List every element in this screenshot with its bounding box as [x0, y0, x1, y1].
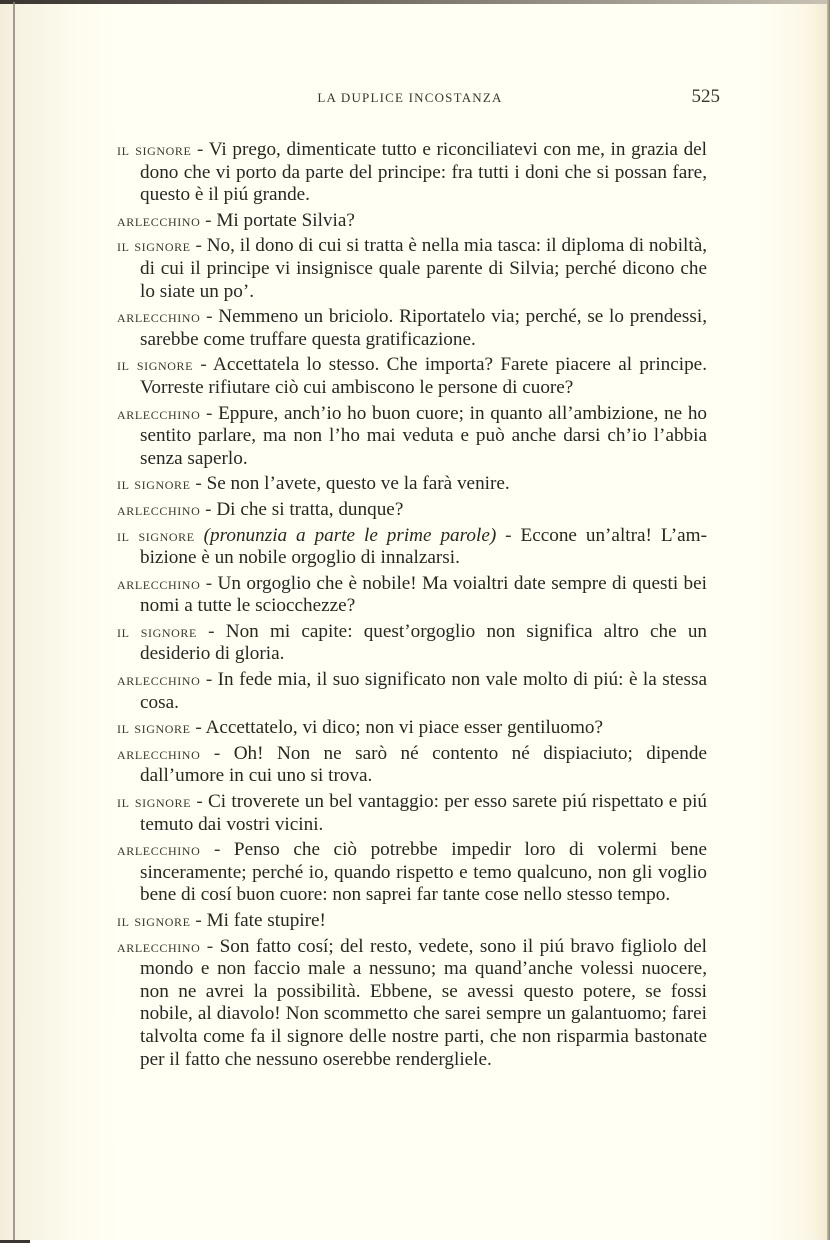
speaker-name: arlecchino — [117, 307, 201, 327]
dialogue-line — [117, 910, 707, 933]
speech-text: Nemmeno un briciolo. Riportatelo via; perché, se lo prendessi, sarebbe come truffare questa gratificazione. — [140, 306, 707, 350]
speaker-name: il signore — [117, 525, 195, 545]
speech-text: Penso che ciò potrebbe impedir loro di volermi bene sinceramente; perché io, quando rispetto e temo qualcuno, non gli voglio bene di cosí buon cuore: non saprei far tante cose nello stesso tempo. — [140, 839, 708, 906]
speaker-name: arlecchino — [117, 840, 201, 860]
speech-text: Non mi capite: quest’orgoglio non significa altro che un desiderio di gloria. — [140, 620, 708, 665]
speaker-separator: - — [200, 354, 207, 376]
dialogue-line — [117, 621, 707, 666]
speech-text: No, il dono di cui si tratta è nella mia tasca: il diploma di nobiltà, di cui il principe vi insignisce quale parente di Silvia; perché dicono che lo siate un po’. — [140, 235, 708, 302]
speech-text: Oh! Non ne sarò né contento né dispiaciuto; dipende dall’umore in cui uno si trova. — [140, 742, 708, 787]
speech-text: Mi portate Silvia? — [216, 209, 355, 231]
speech-text: Accettatela lo stesso. Che importa? Farete piacere al principe. Vorreste rifiutare ciò cui ambiscono le persone di cuore? — [140, 354, 707, 398]
speaker-separator: - — [208, 620, 215, 642]
dialogue-line — [117, 354, 707, 399]
speaker-name: arlecchino — [117, 403, 201, 423]
speaker-separator: - — [206, 935, 214, 957]
dialogue-line — [117, 473, 707, 496]
dialogue-body — [117, 139, 707, 1074]
speaker-name: arlecchino — [117, 743, 201, 763]
dialogue-line — [117, 210, 707, 233]
speaker-name: il signore — [117, 718, 191, 738]
speaker-separator: - — [205, 572, 213, 594]
speech-text: Un orgoglio che è nobile! Ma voialtri date sempre di questi bei nomi a tutte le sciocchezze? — [140, 572, 707, 617]
dialogue-line — [117, 791, 707, 836]
speaker-name: arlecchino — [117, 210, 201, 230]
speaker-name: arlecchino — [117, 670, 201, 690]
speech-text: Vi prego, dimenticate tutto e riconciliatevi con me, in grazia del dono che vi porto da parte del principe: fra tutti i doni che si possan fare, questo è il piú grande. — [140, 139, 708, 206]
running-head: LA DUPLICE INCOSTANZA — [317, 90, 503, 105]
speaker-separator: - — [206, 306, 213, 328]
page-number: 525 — [691, 86, 720, 107]
stage-direction: (pronunzia a parte le prime parole) — [203, 524, 497, 546]
speaker-separator: - — [505, 524, 512, 546]
speaker-separator: - — [195, 473, 202, 495]
speaker-name: arlecchino — [117, 936, 201, 956]
speech-text: Di che si tratta, dunque? — [216, 498, 404, 520]
speaker-name: il signore — [117, 140, 192, 159]
speech-text: Mi fate stupire! — [206, 910, 326, 931]
speaker-name: il signore — [117, 911, 191, 930]
dialogue-line — [117, 743, 707, 788]
speech-text: Accettatelo, vi dico; non vi piace esser gentiluomo? — [205, 717, 603, 739]
dialogue-line — [117, 717, 707, 740]
speaker-separator: - — [197, 139, 204, 160]
speaker-name: il signore — [117, 355, 194, 375]
speaker-separator: - — [213, 839, 221, 861]
speaker-name: il signore — [117, 474, 191, 494]
speaker-separator: - — [205, 669, 213, 691]
page-header — [100, 86, 720, 110]
speaker-separator: - — [195, 910, 202, 931]
speaker-name: il signore — [117, 236, 191, 256]
speech-text: Eppure, anch’io ho buon cuore; in quanto all’ambizione, ne ho sentito parlare, ma non l’ho mai veduta e può anche darsi ch’io l’abbia senza saperlo. — [140, 402, 708, 469]
speaker-separator: - — [195, 717, 202, 739]
speaker-separator: - — [213, 742, 221, 764]
dialogue-line — [117, 525, 707, 570]
page-top-edge — [0, 0, 830, 4]
speech-text: Eccone un’altra! L’ambizione è un nobile orgoglio di innalzarsi. — [140, 524, 707, 569]
speaker-name: il signore — [117, 621, 197, 641]
speech-text: In fede mia, il suo significato non vale molto di piú: è la stessa cosa. — [140, 669, 708, 713]
speaker-separator: - — [195, 235, 202, 257]
speech-text: Son fatto cosí; del resto, vedete, sono il piú bravo figliolo del mondo e non faccio male a nessuno; ma quand’anche volessi nuocere, non ne avrei la possibilità. Ebbene, se avessi questo potere, se fossi nobile, al diavolo! Non scommetto che sarei sempre un galantuomo; farei talvolta come fa il signore delle nostre parti, che non risparmia bastonate per il fatto che nessuno oserebbe rendergliele. — [140, 935, 708, 1070]
dialogue-line — [117, 839, 707, 907]
dialogue-line — [117, 139, 707, 207]
speaker-separator: - — [196, 791, 203, 813]
dialogue-line — [117, 936, 707, 1072]
dialogue-line — [117, 669, 707, 714]
speaker-separator: - — [205, 209, 212, 231]
dialogue-line — [117, 403, 707, 471]
page-bottom-edge — [0, 1240, 830, 1252]
dialogue-line — [117, 306, 707, 351]
speaker-separator: - — [206, 402, 213, 424]
speech-text: Ci troverete un bel vantaggio: per esso sarete piú rispettato e piú temuto dai vostri vicini. — [140, 791, 708, 835]
speaker-separator: - — [205, 498, 212, 520]
dialogue-line — [117, 235, 707, 303]
dialogue-line — [117, 573, 707, 618]
speaker-name: arlecchino — [117, 573, 201, 593]
speaker-name: il signore — [117, 792, 192, 812]
gutter-edge — [13, 2, 15, 1247]
speech-text: Se non l’avete, questo ve la farà venire. — [206, 473, 510, 495]
dialogue-line — [117, 499, 707, 522]
speaker-name: arlecchino — [117, 499, 201, 519]
